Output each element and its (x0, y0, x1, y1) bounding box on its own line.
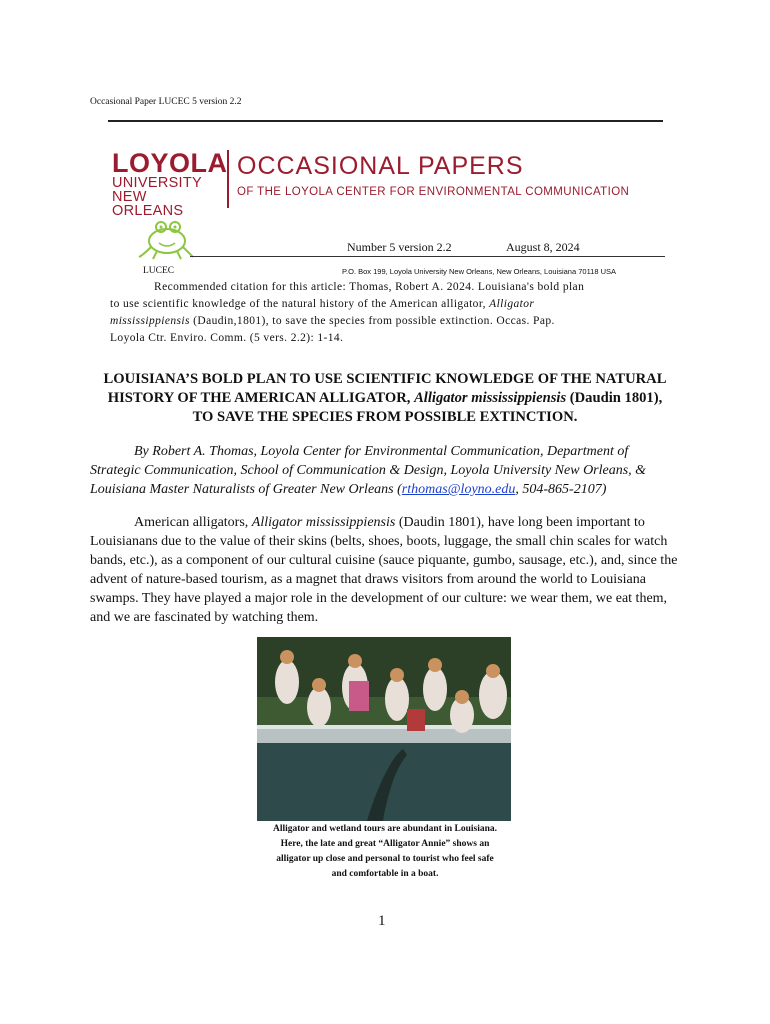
header-rule (108, 120, 663, 122)
issue-number: Number 5 version 2.2 (347, 240, 452, 254)
running-header: Occasional Paper LUCEC 5 version 2.2 (90, 97, 242, 107)
article-title (88, 370, 682, 427)
frog-logo-icon (137, 217, 195, 261)
logo-line-3: NEW ORLEANS (112, 189, 184, 219)
page-number: 1 (378, 913, 386, 929)
postal-address: P.O. Box 199, Loyola University New Orleans, New Orleans, Louisiana 70118 USA (342, 267, 617, 276)
citation-line-3 (110, 313, 670, 330)
logo-line-2: UNIVERSITY (112, 175, 203, 191)
author-email-link[interactable]: rthomas@loyno.edu (401, 482, 516, 497)
masthead-subtitle: OF THE LOYOLA CENTER FOR ENVIRONMENTAL COMMUNICATION (237, 186, 630, 198)
caption-line-4: and comfortable in a boat. (331, 869, 439, 879)
caption-line-2: Here, the late and great “Alligator Annie” shows an (280, 839, 490, 849)
author-byline (90, 442, 680, 499)
logo-divider (227, 150, 229, 208)
title-text: LOUISIANA’S BOLD PLAN TO USE SCIENTIFIC KNOWLEDGE OF THE NATURAL HISTORY OF THE AMERICAN ALLIGATOR, (103, 371, 667, 406)
caption-line-3: alligator up close and personal to tourist who feel safe (276, 854, 494, 864)
masthead-title: OCCASIONAL PAPERS (237, 152, 524, 180)
title-species: Alligator mississippiensis (414, 390, 567, 406)
alligator-tour-photo (257, 637, 511, 821)
citation-genus: Alligator (489, 298, 535, 310)
university-logo (112, 148, 228, 219)
lucec-label: LUCEC (143, 266, 175, 276)
body-paragraph (90, 513, 680, 627)
figure-caption (244, 822, 526, 882)
para-species: Alligator mississippiensis (251, 515, 396, 530)
caption-line-1: Alligator and wetland tours are abundant in Louisiana. (272, 824, 497, 834)
byline-phone: , 504-865-2107) (515, 482, 607, 497)
citation-text: to use scientific knowledge of the natural history of the American alligator, (110, 298, 490, 310)
title-text: (Daudin 1801), (566, 390, 663, 406)
byline-text: By Robert A. Thomas, Loyola Center for Environmental Communication, Department of Strategic Communication, School of Communication & Design, Loyola University New Orleans, & Louisiana Master Naturalists of Greater New Orleans ( (90, 444, 647, 497)
citation-species: mississippiensis (110, 315, 190, 327)
masthead-rule (190, 256, 665, 257)
citation-line-2 (110, 296, 670, 313)
para-text: American alligators, (134, 515, 252, 530)
citation-text: (Daudin,1801), to save the species from possible extinction. Occas. Pap. (189, 315, 555, 327)
citation-line-4: Loyola Ctr. Enviro. Comm. (5 vers. 2.2): 1-14. (110, 332, 344, 344)
logo-line-1: LOYOLA (112, 148, 228, 178)
title-line-3: TO SAVE THE SPECIES FROM POSSIBLE EXTINCTION. (192, 409, 578, 425)
citation-line-1: Recommended citation for this article: Thomas, Robert A. 2024. Louisiana's bold plan (154, 281, 585, 293)
citation-block (110, 279, 670, 347)
issue-date: August 8, 2024 (506, 240, 580, 254)
para-text: (Daudin 1801), have long been important to Louisianans due to the value of their skins (belts, shoes, boots, luggage, the small chin scales for watch bands, etc.), as a component of our cultural cuisine (sauce piquante, gumbo, sausage, etc.), and, since the advent of nature-based tourism, as a magnet that draws visitors from around the world to Louisiana swamps. They have played a major role in the development of our culture: we wear them, we eat them, and we are fascinated by watching them. (90, 515, 678, 625)
